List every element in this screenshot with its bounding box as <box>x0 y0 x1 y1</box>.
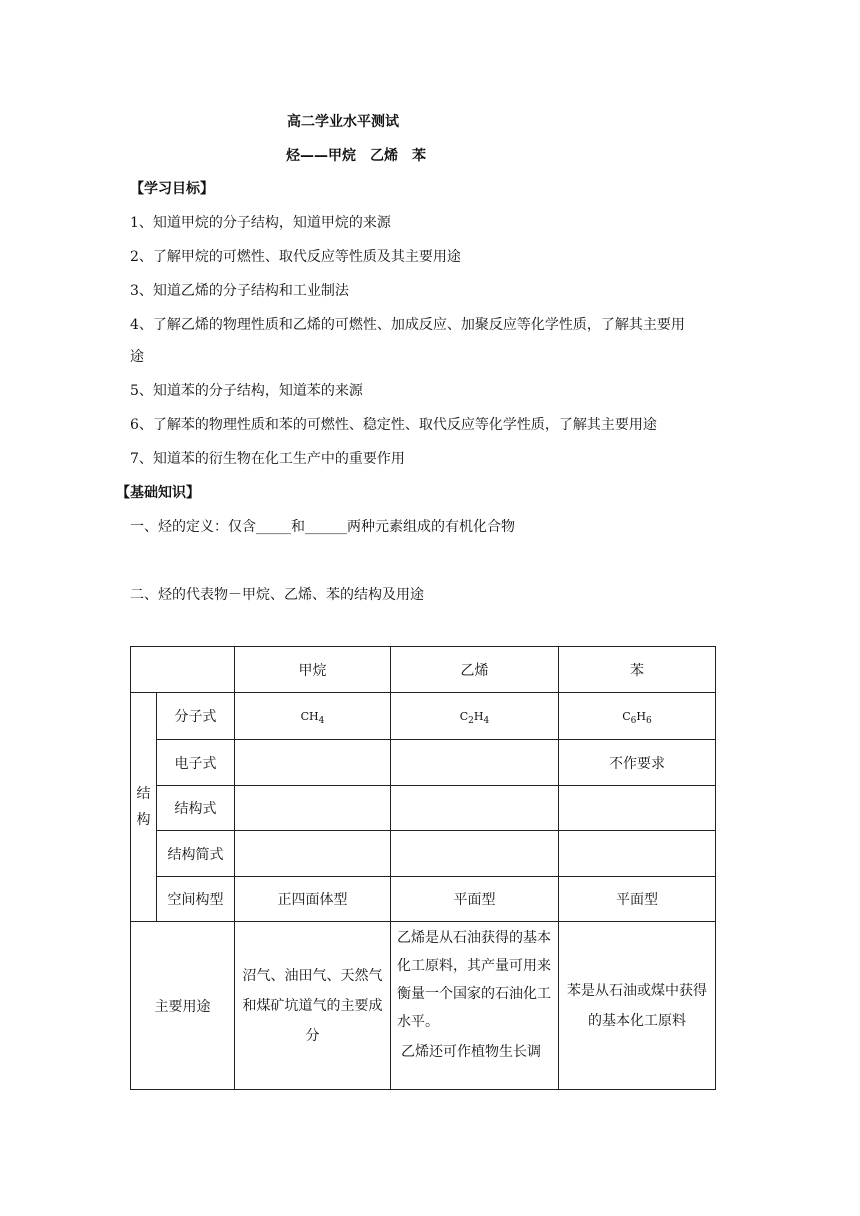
table-cell <box>235 831 391 877</box>
uses-label: 主要用途 <box>131 922 235 1090</box>
formula-part: H <box>473 709 484 723</box>
row-label: 电子式 <box>157 740 235 786</box>
uses-benzene: 苯是从石油或煤中获得的基本化工原料 <box>567 982 707 1029</box>
goal-item: 2、了解甲烷的可燃性、取代反应等性质及其主要用途 <box>130 249 461 265</box>
structure-group-label: 结构 <box>136 786 151 828</box>
formula-ethylene <box>391 693 559 740</box>
table-cell <box>559 786 716 831</box>
formula-subscript: 6 <box>630 715 637 726</box>
row-label: 结构式 <box>157 786 235 831</box>
table-row <box>131 740 716 786</box>
page-subtitle: 烃——甲烷 乙烯 苯 <box>286 148 426 164</box>
table-row <box>131 786 716 831</box>
header-benzene: 苯 <box>559 647 716 693</box>
formula-benzene <box>559 693 716 740</box>
goal-item: 5、知道苯的分子结构，知道苯的来源 <box>130 383 363 399</box>
row-label: 结构简式 <box>157 831 235 877</box>
table-cell <box>235 740 391 786</box>
uses-benzene-cell <box>559 922 716 1090</box>
uses-methane: 沼气、油田气、天然气和煤矿坑道气的主要成分 <box>242 967 383 1044</box>
formula-subscript: 6 <box>646 715 652 726</box>
uses-row <box>131 922 716 1090</box>
table-row <box>131 831 716 877</box>
formula-part: CH <box>300 709 319 723</box>
table-cell <box>391 786 559 831</box>
row-label: 分子式 <box>157 693 235 740</box>
uses-ethylene-extra: 乙烯还可作植物生长调 <box>401 1044 541 1060</box>
table-cell <box>235 786 391 831</box>
goal-item: 7、知道苯的衍生物在化工生产中的重要作用 <box>130 451 405 467</box>
basics-heading: 【基础知识】 <box>116 485 200 501</box>
structure-group-cell <box>131 693 157 922</box>
table-cell: 正四面体型 <box>235 877 391 922</box>
uses-ethylene-cell <box>391 922 559 1090</box>
goal-item: 6、了解苯的物理性质和苯的可燃性、稳定性、取代反应等化学性质，了解其主要用途 <box>130 417 657 433</box>
table-corner-cell <box>131 647 235 693</box>
header-methane: 甲烷 <box>235 647 391 693</box>
row-label: 空间构型 <box>157 877 235 922</box>
table-header-row <box>131 647 716 693</box>
formula-subscript: 2 <box>468 715 474 726</box>
goal-item: 途 <box>130 349 144 365</box>
table-cell: 不作要求 <box>559 740 716 786</box>
formula-methane <box>235 693 391 740</box>
header-ethylene: 乙烯 <box>391 647 559 693</box>
table-row <box>131 877 716 922</box>
formula-part: H <box>636 709 646 723</box>
table-row <box>131 693 716 740</box>
goals-heading: 【学习目标】 <box>130 181 214 197</box>
formula-subscript: 4 <box>318 715 325 726</box>
table-cell <box>559 831 716 877</box>
hydrocarbon-table <box>130 646 716 1090</box>
uses-ethylene: 乙烯是从石油获得的基本化工原料，其产量可用来衡量一个国家的石油化工水平。 <box>397 930 551 1030</box>
question-representatives: 二、烃的代表物－甲烷、乙烯、苯的结构及用途 <box>130 587 424 603</box>
table-cell <box>391 740 559 786</box>
table-cell <box>391 831 559 877</box>
question-definition: 一、烃的定义：仅含_____和______两种元素组成的有机化合物 <box>130 519 515 535</box>
formula-part: C <box>622 709 631 723</box>
uses-methane-cell <box>235 922 391 1090</box>
table-cell: 平面型 <box>391 877 559 922</box>
formula-part: C <box>459 709 469 723</box>
page-title: 高二学业水平测试 <box>287 114 399 130</box>
goal-item: 4、了解乙烯的物理性质和乙烯的可燃性、加成反应、加聚反应等化学性质，了解其主要用 <box>130 317 685 333</box>
table-cell: 平面型 <box>559 877 716 922</box>
goal-item: 1、知道甲烷的分子结构，知道甲烷的来源 <box>130 215 391 231</box>
formula-subscript: 4 <box>483 715 490 726</box>
goal-item: 3、知道乙烯的分子结构和工业制法 <box>130 283 349 299</box>
